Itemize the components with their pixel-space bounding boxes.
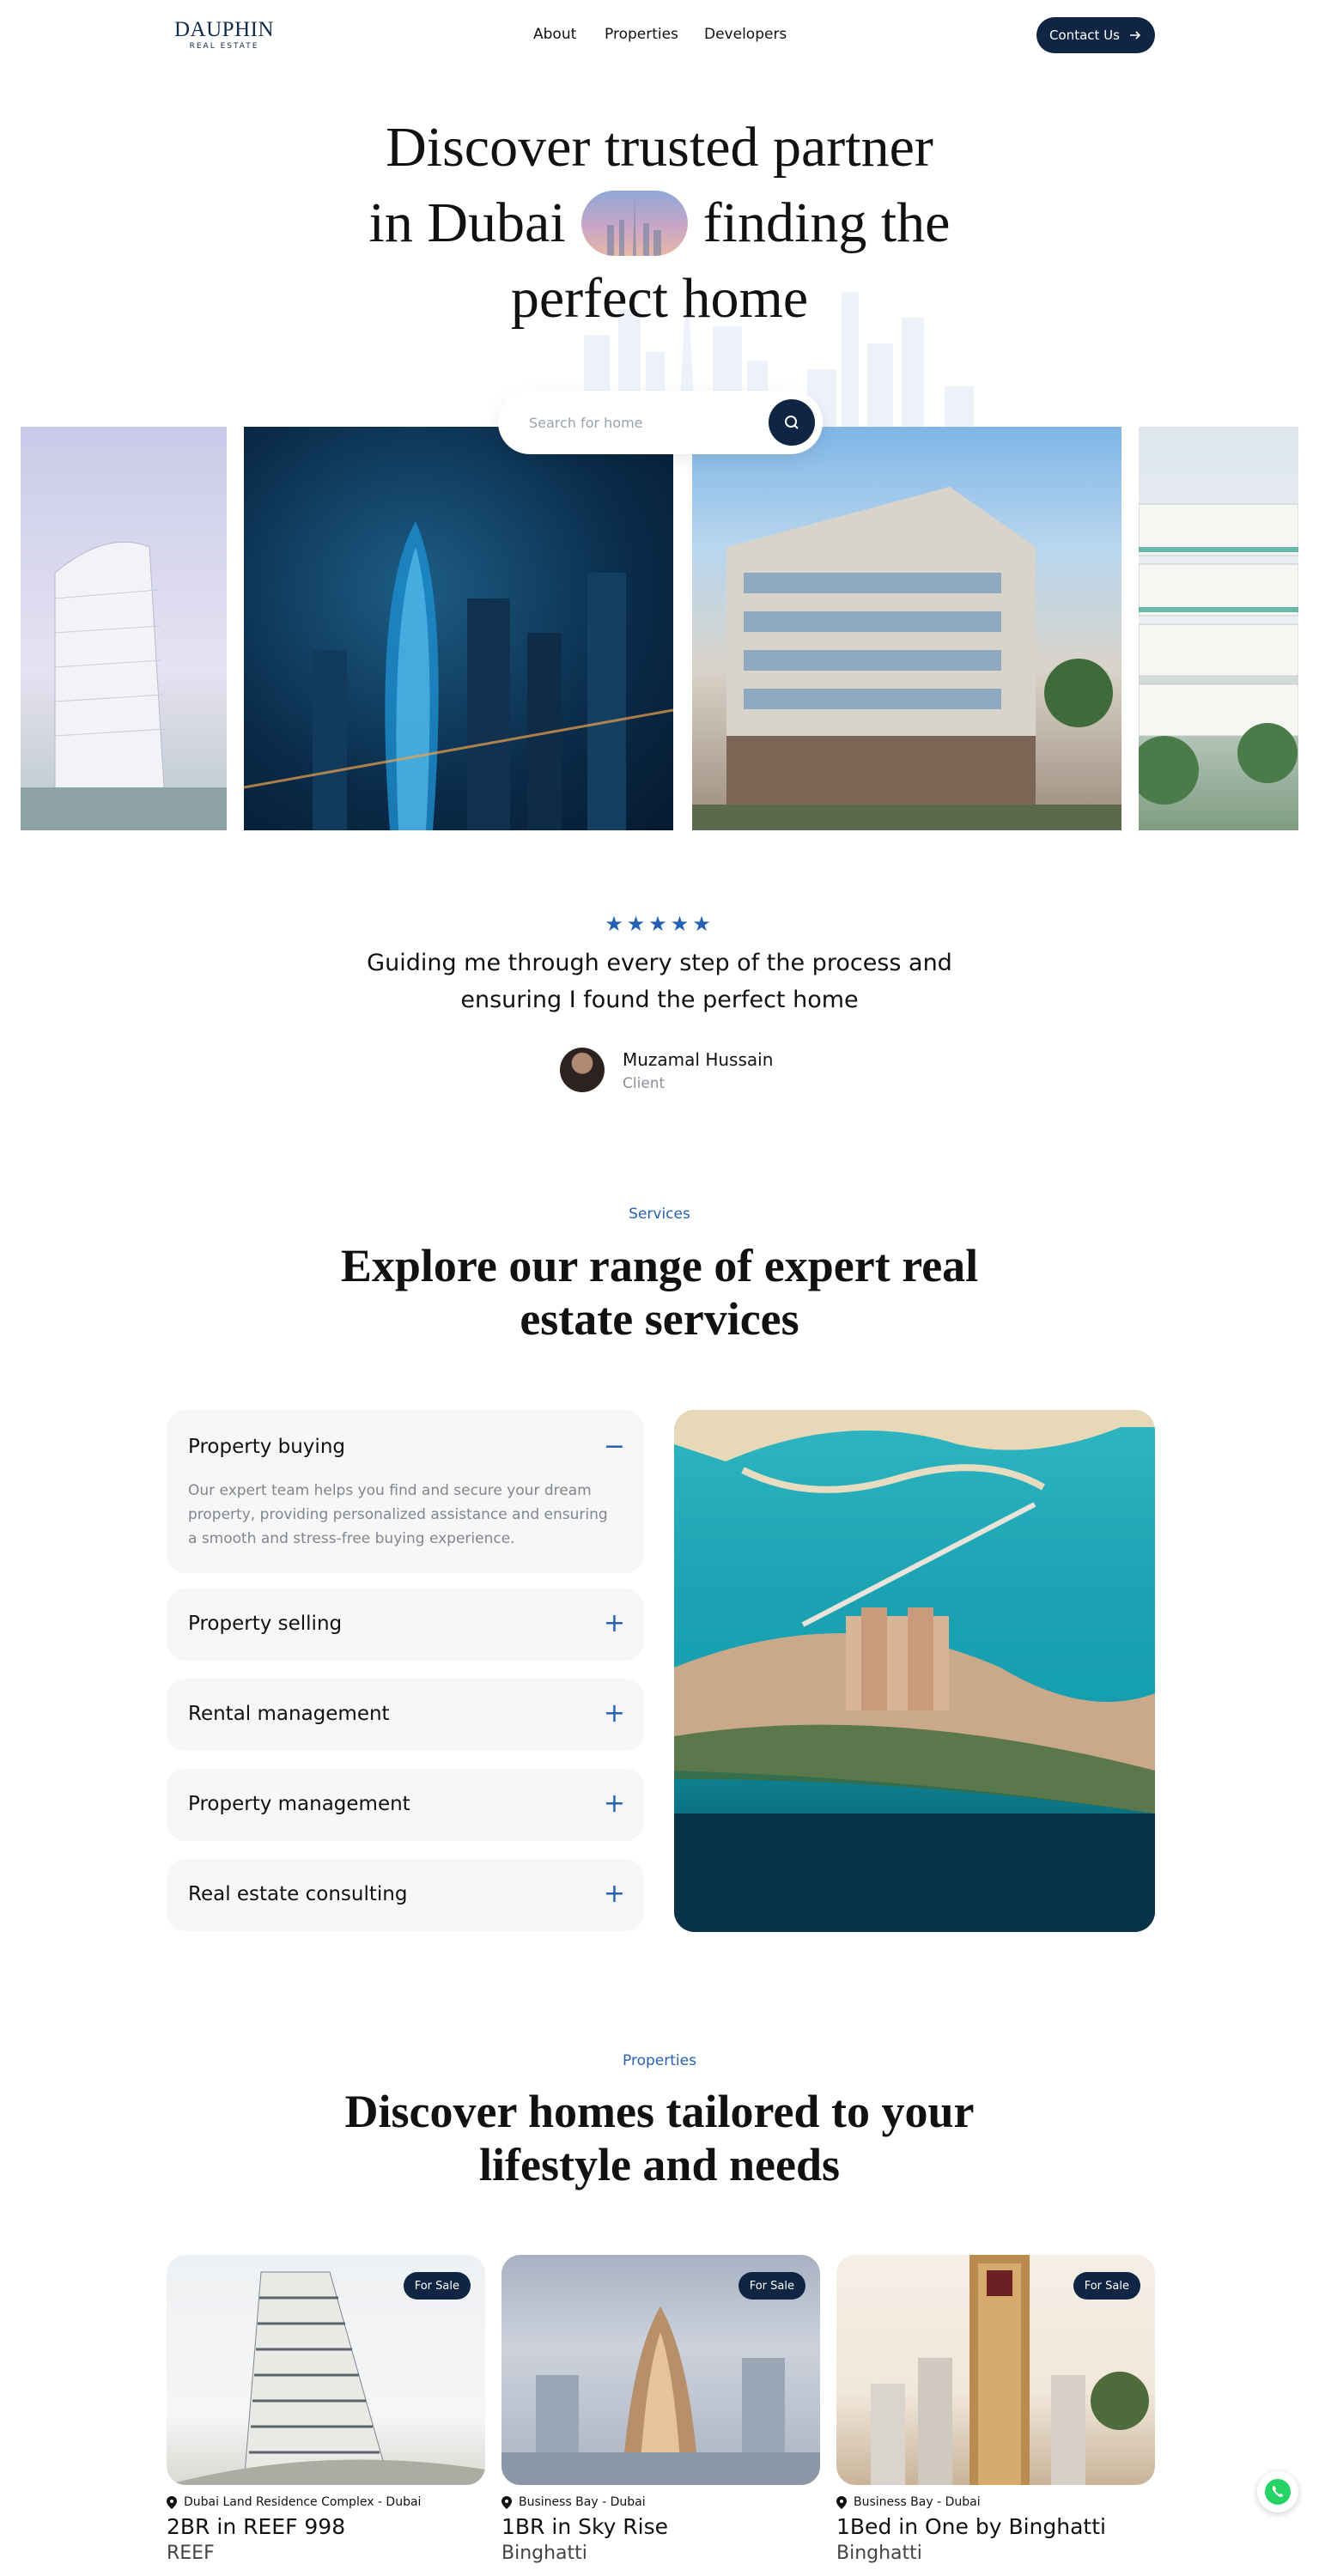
building-photo-4 (1139, 427, 1298, 830)
hero-title-line2b: finding the (702, 191, 951, 254)
plus-icon[interactable]: + (603, 1698, 625, 1728)
nav-developers[interactable]: Developers (704, 26, 787, 43)
accordion-real-estate-consulting[interactable] (167, 1859, 644, 1931)
property-image (167, 2255, 485, 2485)
location-pin-icon (501, 2496, 512, 2509)
accordion-title: Property management (188, 1793, 410, 1815)
accordion-title: Property selling (188, 1613, 343, 1635)
whatsapp-button[interactable] (1257, 2471, 1298, 2512)
nav-properties[interactable]: Properties (605, 26, 678, 43)
plus-icon[interactable]: + (603, 1879, 625, 1909)
properties-title: Discover homes tailored to your lifestyle and needs (344, 2086, 975, 2190)
property-card[interactable] (167, 2255, 485, 2564)
property-image (836, 2255, 1155, 2485)
accordion-title: Property buying (188, 1436, 345, 1458)
rating-stars: ★★★★★ (605, 912, 714, 936)
services-title: Explore our range of expert real estate services (340, 1240, 979, 1345)
accordion-property-management[interactable] (167, 1769, 644, 1841)
logo-main: DAUPHIN (174, 18, 274, 41)
property-title: 1BR in Sky Rise (501, 2514, 669, 2539)
accordion-rental-management[interactable] (167, 1679, 644, 1751)
contact-us-label: Contact Us (1049, 27, 1120, 43)
logo-sub: REAL ESTATE (189, 42, 259, 51)
plus-icon[interactable]: + (603, 1789, 625, 1819)
testimonial-quote: Guiding me through every step of the process and ensuring I found the perfect home (367, 950, 952, 1013)
search-input[interactable]: Search for home (498, 391, 823, 454)
property-title: 1Bed in One by Binghatti (836, 2514, 1106, 2539)
accordion-property-selling[interactable] (167, 1589, 644, 1661)
search-icon (783, 414, 800, 431)
hero-title-line2a: in Dubai (368, 191, 566, 254)
property-title: 2BR in REEF 998 (167, 2514, 346, 2539)
building-photo-1 (21, 427, 227, 830)
property-image (501, 2255, 820, 2485)
property-card[interactable] (836, 2255, 1155, 2564)
location-pin-icon (836, 2496, 847, 2509)
property-card[interactable] (501, 2255, 820, 2564)
property-developer: REEF (167, 2543, 215, 2564)
reviewer-name: Muzamal Hussain (623, 1049, 774, 1070)
hero-title (316, 110, 1003, 337)
hero-title-line1: Discover trusted partner (386, 116, 933, 179)
minus-icon[interactable]: − (603, 1431, 625, 1461)
accordion-property-buying[interactable] (167, 1410, 644, 1573)
hero-title-line3: perfect home (510, 267, 809, 330)
reviewer-role: Client (623, 1075, 666, 1092)
for-sale-badge: For Sale (404, 2272, 471, 2300)
dubai-skyline-pill-image (581, 191, 688, 256)
for-sale-badge: For Sale (1073, 2272, 1140, 2300)
reviewer-avatar (560, 1048, 605, 1092)
search-button[interactable] (769, 399, 815, 446)
accordion-title: Real estate consulting (188, 1883, 408, 1905)
services-eyebrow: Services (629, 1206, 690, 1223)
plus-icon[interactable]: + (603, 1608, 625, 1638)
properties-eyebrow: Properties (623, 2052, 696, 2069)
for-sale-badge: For Sale (739, 2272, 805, 2300)
property-location: Dubai Land Residence Complex - Dubai (184, 2495, 422, 2509)
logo[interactable] (174, 19, 274, 52)
location-pin-icon (167, 2496, 177, 2509)
whatsapp-icon (1262, 2476, 1293, 2507)
building-photo-2 (244, 427, 673, 830)
nav-about[interactable]: About (533, 26, 577, 43)
contact-us-button[interactable] (1036, 17, 1155, 53)
property-developer: Binghatti (836, 2543, 922, 2564)
property-location: Business Bay - Dubai (519, 2495, 646, 2509)
arrow-right-icon (1128, 28, 1142, 42)
property-location: Business Bay - Dubai (854, 2495, 981, 2509)
accordion-description: Our expert team helps you find and secure your dream property, providing personalized assistance and ensuring a smooth and stress-free buying experience. (188, 1482, 608, 1547)
accordion-title: Rental management (188, 1703, 390, 1725)
building-photo-3 (692, 427, 1121, 830)
palm-atlantis-aerial-image (674, 1410, 1155, 1932)
property-developer: Binghatti (501, 2543, 587, 2564)
